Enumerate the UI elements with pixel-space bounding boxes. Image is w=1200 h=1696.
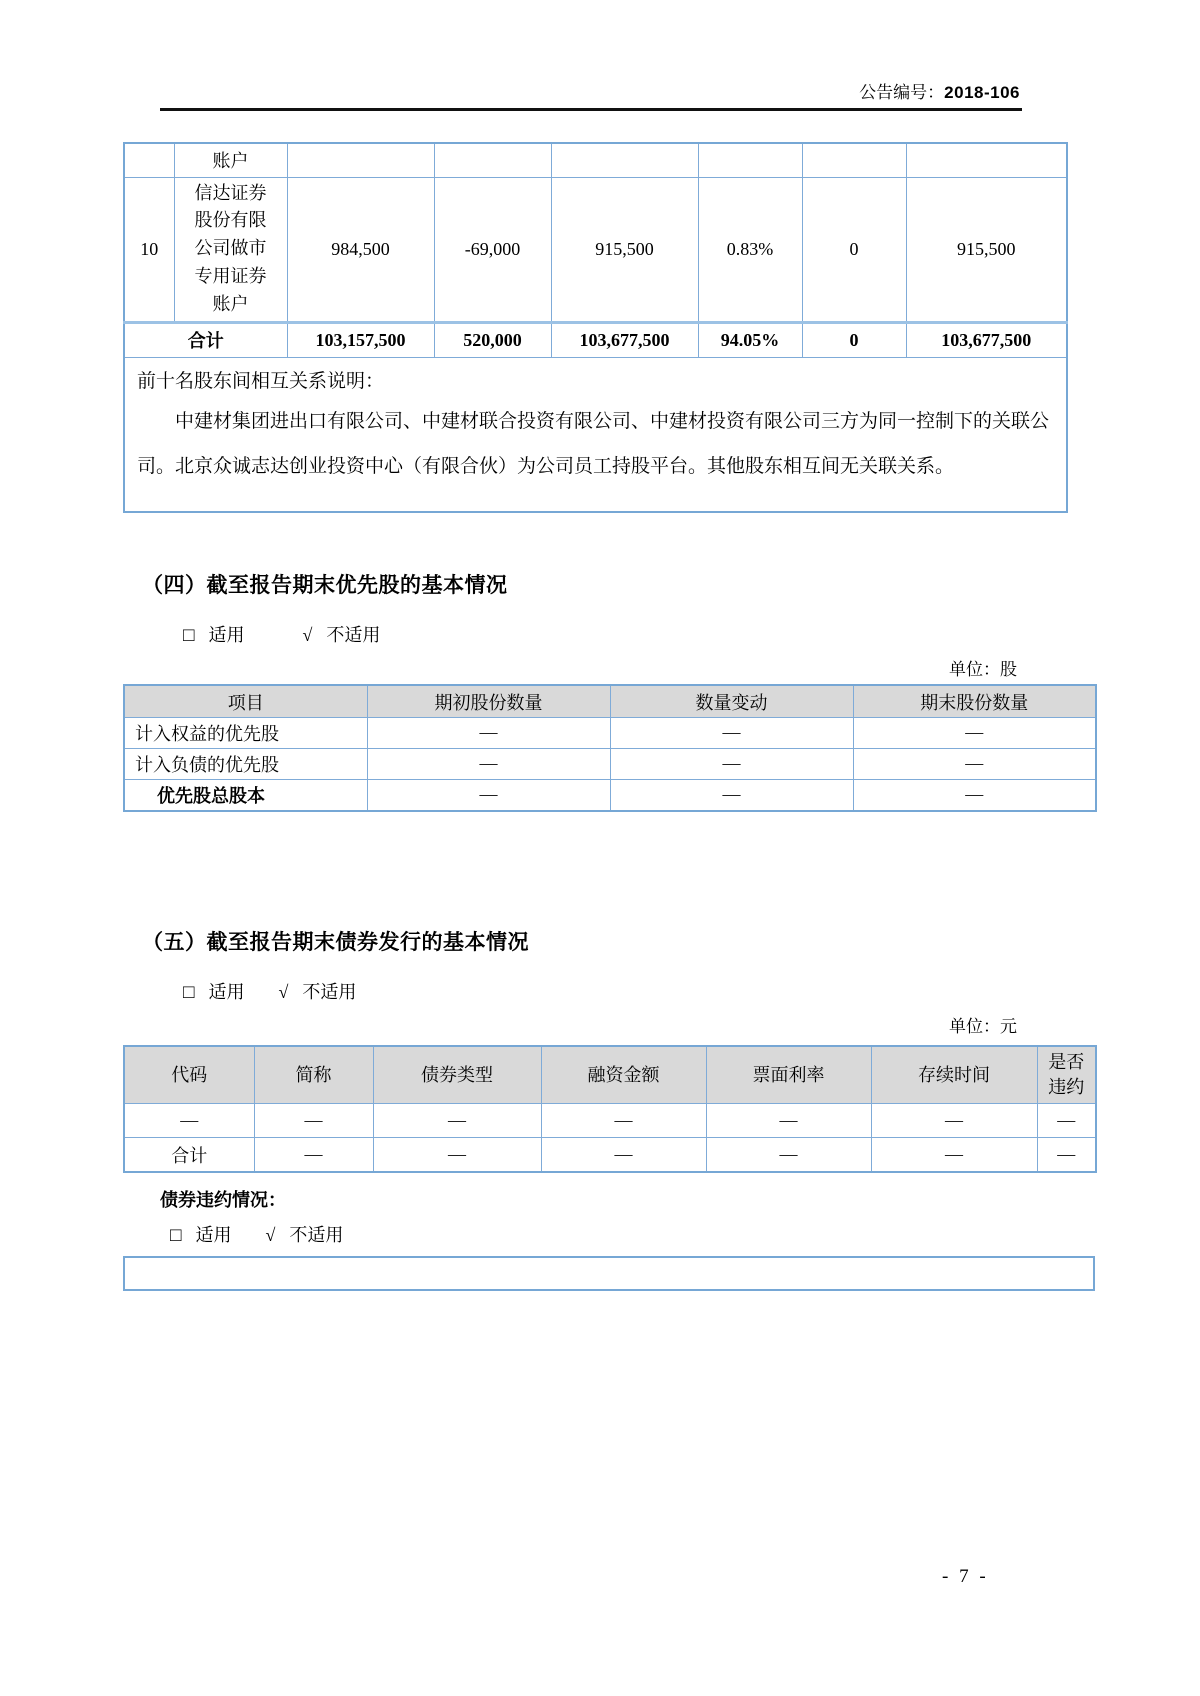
col-header: 期末股份数量	[853, 685, 1096, 717]
table-row	[124, 779, 1096, 811]
cell-value: —	[871, 1104, 1037, 1138]
unit-label-shares: 单位：股	[949, 660, 1017, 680]
cell-value: —	[610, 748, 853, 779]
cell-value: —	[871, 1138, 1037, 1172]
col-header: 存续时间	[871, 1046, 1037, 1104]
announcement-number-label: 公告编号：	[859, 83, 945, 102]
cell-value: —	[367, 717, 610, 748]
col-header: 代码	[124, 1046, 254, 1104]
cell-value: —	[254, 1138, 373, 1172]
cell-value: —	[373, 1138, 541, 1172]
check-icon: √	[265, 1224, 276, 1245]
total-label: 合计	[124, 1138, 254, 1172]
applicable-label: 适用	[195, 1224, 232, 1245]
shareholder-name: 信达证券股份有限公司做市专用证券账户	[174, 177, 287, 322]
header-row	[124, 1046, 1096, 1104]
col-header: 债券类型	[373, 1046, 541, 1104]
not-applicable-label: 不适用	[289, 1224, 344, 1245]
applicability-row-bonds	[183, 978, 1200, 1004]
bonds-table	[123, 1045, 1097, 1173]
relationship-note-title: 前十名股东间相互关系说明：	[137, 370, 385, 392]
cell-value: —	[610, 717, 853, 748]
total-ratio: 94.05%	[698, 322, 802, 357]
table-row	[124, 177, 1067, 322]
total-row	[124, 322, 1067, 357]
bond-default-title: 债券违约情况：	[160, 1189, 286, 1210]
final-shares: 915,500	[551, 177, 698, 322]
relationship-note-row	[124, 357, 1067, 512]
cell-value: —	[541, 1138, 706, 1172]
total-final: 103,677,500	[551, 322, 698, 357]
carryover-cell: 账户	[174, 143, 287, 177]
shareholders-table	[123, 142, 1068, 513]
page-number: - 7 -	[942, 1566, 989, 1587]
cell-value: —	[541, 1104, 706, 1138]
col-header: 是否违约	[1037, 1046, 1096, 1104]
checkbox-icon: □	[183, 625, 195, 647]
applicability-row-default	[170, 1221, 1200, 1247]
checkbox-icon: □	[170, 1224, 182, 1246]
col-header: 期初股份数量	[367, 685, 610, 717]
col-header: 票面利率	[706, 1046, 871, 1104]
cell-value: —	[1037, 1104, 1096, 1138]
total-pledged: 0	[802, 322, 906, 357]
not-applicable-label: 不适用	[326, 625, 381, 646]
share-change: -69,000	[434, 177, 551, 322]
total-end: 103,677,500	[906, 322, 1067, 357]
applicable-label: 适用	[208, 625, 245, 646]
check-icon: √	[278, 981, 289, 1002]
check-icon: √	[302, 625, 313, 646]
not-applicable-label: 不适用	[302, 981, 357, 1002]
cell-value: —	[367, 748, 610, 779]
end-total-shares: 915,500	[906, 177, 1067, 322]
applicability-row-preferred	[183, 621, 1200, 647]
cell-value: —	[853, 779, 1096, 811]
relationship-note-body: 中建材集团进出口有限公司、中建材联合投资有限公司、中建材投资有限公司三方为同一控制下的关联公司。北京众诚志达创业投资中心（有限合伙）为公司员工持股平台。其他股东相互间无关联关系。	[137, 411, 1050, 477]
bond-default-detail-box	[123, 1256, 1095, 1291]
preferred-shares-table	[123, 684, 1097, 812]
total-label: 合计	[124, 322, 287, 357]
row-label: 计入负债的优先股	[124, 748, 367, 779]
header-row	[124, 685, 1096, 717]
share-ratio: 0.83%	[698, 177, 802, 322]
col-header: 项目	[124, 685, 367, 717]
table-row	[124, 717, 1096, 748]
section-preferred-title: （四）截至报告期末优先股的基本情况	[142, 574, 508, 598]
header-rule	[160, 108, 1022, 111]
initial-shares: 984,500	[287, 177, 434, 322]
cell-value: —	[706, 1138, 871, 1172]
table-row	[124, 1104, 1096, 1138]
total-initial: 103,157,500	[287, 322, 434, 357]
cell-value: —	[853, 748, 1096, 779]
table-row	[124, 143, 1067, 177]
col-header: 数量变动	[610, 685, 853, 717]
doc-header	[0, 0, 1200, 103]
col-header: 简称	[254, 1046, 373, 1104]
cell-value: —	[610, 779, 853, 811]
checkbox-icon: □	[183, 981, 195, 1003]
unit-label-yuan: 单位：元	[949, 1016, 1017, 1036]
cell-value: —	[254, 1104, 373, 1138]
applicable-label: 适用	[208, 981, 245, 1002]
section-bonds-title: （五）截至报告期末债券发行的基本情况	[142, 930, 529, 954]
total-change: 520,000	[434, 322, 551, 357]
cell-value: —	[367, 779, 610, 811]
pledged-shares: 0	[802, 177, 906, 322]
cell-value: —	[373, 1104, 541, 1138]
cell-value: —	[1037, 1138, 1096, 1172]
row-number: 10	[124, 177, 174, 322]
cell-value: —	[706, 1104, 871, 1138]
announcement-number-value: 2018-106	[944, 83, 1020, 102]
table-row	[124, 748, 1096, 779]
row-label: 计入权益的优先股	[124, 717, 367, 748]
row-label: 优先股总股本	[124, 779, 367, 811]
total-row	[124, 1138, 1096, 1172]
cell-value: —	[124, 1104, 254, 1138]
cell-value: —	[853, 717, 1096, 748]
col-header: 融资金额	[541, 1046, 706, 1104]
